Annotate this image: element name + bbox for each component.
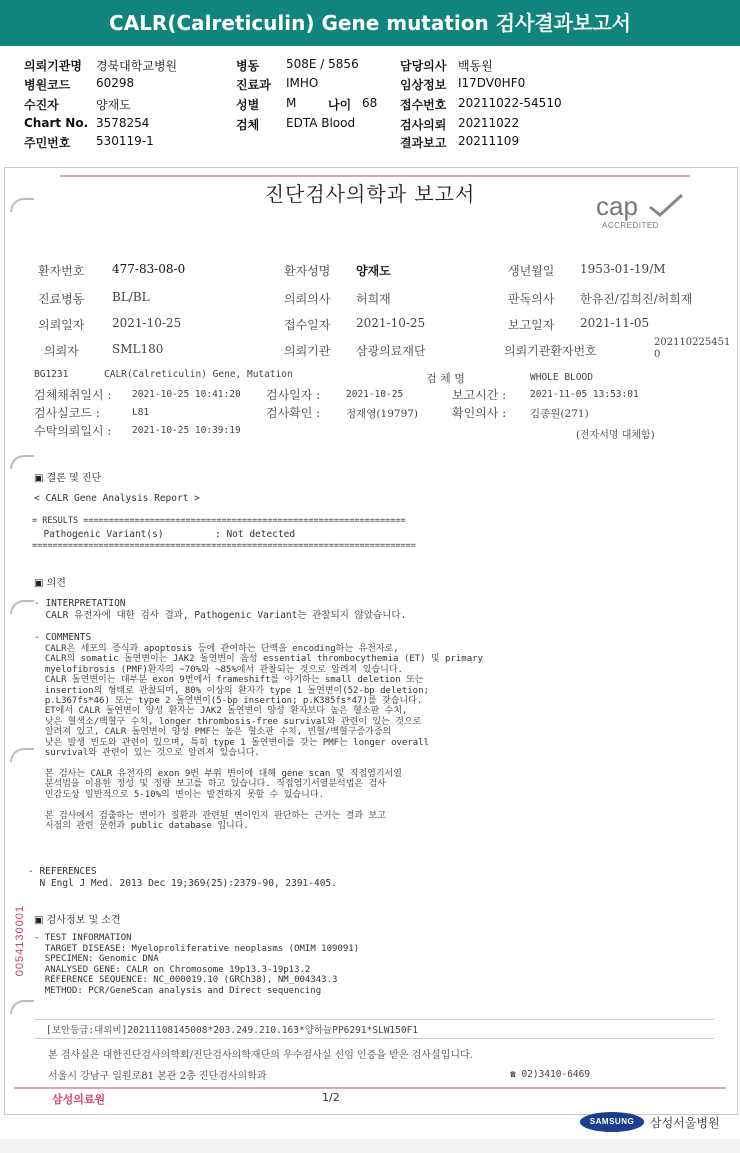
value-request-date: 2021-10-25 bbox=[112, 316, 182, 330]
label-specimen-name: 검 체 명 bbox=[426, 372, 465, 385]
comments-body: CALR은 세포의 증식과 apoptosis 등에 관여하는 단백을 encoding하는 유전자로, CALR의 somatic 돌연변이는 JAK2 돌연변이 음성 essential thrombocythemia (ET) 및 primary myelofibrosis (PMF)환자의 ~70%와 ~85%에서 관찰되는 것으로 알려져 있습니다. CALR 돌연변이는 대부분 exon 9번에서 frameshift를 야기하는 small deletion 또는 insertion의 형태로 관찰되며, 80% 이상의 환자가 type 1 돌연변이(52-bp deletion; p.L367fs*46) 또는 type 2 돌연변이(5-bp insertion; p.K385fs*47)를 갖습니다. ET에서 CALR 돌연변이 양성 환자는 JAK2 돌연변이 양성 환자보다 높은 혈소판 수치, 낮은 혈색소/백혈구 수치, longer thrombosis-free survival와 관련이 있는 것으로 알려져 있고, CALR 돌연변이 양성 PMF는 높은 혈소판 수치, 빈혈/백혈구증가증의 낮은 발생 빈도와 관련이 있으며, 특히 type 1 돌연변이를 갖는 PMF는 longer overall survival와 관련이 있는 것으로 알려져 있습니다. 본 검사는 CALR 유전자의 exon 9번 부위 변이에 대해 gene scan 및 직접염기서열 분석법을 이용한 정성 및 정량 보고를 하고 있습니다. 직접염기서열분석법은 검사 민감도상 일반적으로 5-10%의 변이는 발견하지 못할 수 있습니다. 본 검사에서 검출하는 변이가 질환과 관련된 변이인지 판단하는 근거는 결과 보고 시점의 관련 문헌과 public database 입니다. bbox=[44, 644, 483, 831]
value-org-patient-no: 202110225451 0 bbox=[654, 337, 731, 360]
section-test-info-heading: ▣ 검사정보 및 소견 bbox=[34, 915, 121, 926]
section-conclusion-heading: ▣ 결론 및 진단 bbox=[34, 473, 102, 484]
interpretation-heading: - INTERPRETATION bbox=[34, 598, 126, 609]
cap-accredited-logo bbox=[596, 191, 696, 235]
label-result-report: 결과보고 bbox=[400, 136, 447, 150]
references-body: N Engl J Med. 2013 Dec 19;369(25):2379-90, 2391-405. bbox=[28, 878, 337, 889]
label-collection-time: 검체채취일시 : bbox=[34, 388, 112, 402]
value-patient-no: 477-83-08-0 bbox=[112, 262, 186, 276]
value-sex: M bbox=[286, 96, 297, 110]
test-code: BG1231 bbox=[34, 369, 69, 380]
value-requesting-institution: 경북대학교병원 bbox=[96, 59, 178, 73]
certification-note: 본 검사실은 대한진단검사의학회/진단검사의학재단의 우수검사실 신임 인증을 받은 검사실입니다. bbox=[48, 1050, 473, 1061]
label-requester: 의뢰자 bbox=[44, 344, 79, 358]
label-request-date: 의뢰일자 bbox=[38, 318, 85, 332]
value-requesting-org: 삼광의료재단 bbox=[356, 344, 426, 358]
value-department: IMHO bbox=[286, 76, 319, 90]
label-hospital-code: 병원코드 bbox=[24, 78, 71, 92]
value-test-request: 20211022 bbox=[458, 116, 520, 130]
security-line: [보안등급:대외비]20211108145008*203.249.210.163*양하늘PP6291*SLW150F1 bbox=[34, 1019, 714, 1039]
samsung-logo: SAMSUNG bbox=[580, 1112, 644, 1132]
value-report-time: 2021-11-05 13:53:01 bbox=[530, 389, 639, 400]
section-opinion-heading: ▣ 의견 bbox=[34, 578, 66, 589]
label-chart-no: Chart No. bbox=[24, 116, 89, 130]
lab-address: 서울시 강남구 일원로81 본관 2층 진단검사의학과 bbox=[48, 1071, 267, 1082]
bottom-band bbox=[0, 1139, 740, 1153]
value-ward-dept: BL/BL bbox=[112, 290, 150, 304]
test-information-body: - TEST INFORMATION TARGET DISEASE: Myeloproliferative neoplasms (OMIM 109091) SPECIMEN: Genomic DNA ANALYSED GENE: CALR on Chromosome 19p13.3-19p13.2 REFERENCE SEQUENCE: NC_000019.10 (GRCh38), NM_004343.3 METHOD: PCR/GeneScan analysis and Direct sequencing bbox=[34, 933, 360, 996]
label-lab-code: 검사실코드 : bbox=[34, 406, 100, 420]
report-title-bar bbox=[0, 0, 740, 46]
label-confirm-doctor: 확인의사 : bbox=[452, 406, 507, 420]
pink-divider-top bbox=[60, 175, 690, 177]
value-collection-time: 2021-10-25 10:41:20 bbox=[132, 389, 241, 400]
label-requesting-org: 의뢰기관 bbox=[284, 344, 331, 358]
results-divider: = RESULTS =============================================================== bbox=[32, 516, 406, 526]
value-patient: 양재도 bbox=[96, 98, 131, 112]
label-accession-no: 접수번호 bbox=[400, 98, 447, 112]
label-patient-no: 환자번호 bbox=[38, 264, 85, 278]
value-clinical-info: I17DV0HF0 bbox=[458, 76, 526, 90]
label-receipt-date: 접수일자 bbox=[284, 318, 331, 332]
references-heading: - REFERENCES bbox=[28, 866, 97, 877]
results-end-divider: =========================================================================== bbox=[32, 541, 416, 551]
value-patient-name: 양재도 bbox=[356, 264, 391, 278]
interpretation-body: CALR 유전자에 대한 검사 결과, Pathogenic Variant는 관찰되지 않았습니다. bbox=[34, 610, 407, 621]
label-receive-time: 수탁의뢰일시 : bbox=[34, 424, 112, 438]
value-accession-no: 20211022-54510 bbox=[458, 96, 562, 110]
label-report-time: 보고시간 : bbox=[452, 388, 507, 402]
label-test-confirm: 검사확인 : bbox=[266, 406, 321, 420]
value-receipt-date: 2021-10-25 bbox=[356, 316, 426, 330]
page-number: 1/2 bbox=[322, 1091, 340, 1104]
cap-accredited-text: ACCREDITED bbox=[602, 221, 660, 230]
value-attending: 백동원 bbox=[458, 59, 493, 73]
pink-divider-bottom bbox=[14, 1087, 726, 1089]
footer-org-name: 삼성의료원 bbox=[52, 1093, 106, 1106]
label-clinical-info: 임상정보 bbox=[400, 78, 447, 92]
label-org-patient-no: 의뢰기관환자번호 bbox=[504, 344, 597, 358]
label-specimen: 검체 bbox=[236, 118, 260, 132]
value-requester: SML180 bbox=[112, 342, 164, 356]
label-sex: 성별 bbox=[236, 98, 260, 112]
value-requesting-doctor: 허희재 bbox=[356, 292, 391, 306]
value-report-date: 2021-11-05 bbox=[580, 316, 650, 330]
value-result-report: 20211109 bbox=[458, 134, 520, 148]
value-age: 68 bbox=[362, 96, 378, 110]
vertical-stamp-number: 0054130001 bbox=[14, 905, 26, 977]
label-requesting-institution: 의뢰기관명 bbox=[24, 59, 82, 73]
lab-phone: ☎ 02)3410-6469 bbox=[510, 1069, 591, 1080]
label-requesting-doctor: 의뢰의사 bbox=[284, 292, 331, 306]
label-department: 진료과 bbox=[236, 78, 271, 92]
value-test-date: 2021-10-25 bbox=[346, 389, 404, 400]
value-test-confirm: 정재영(19797) bbox=[346, 408, 419, 420]
pathogenic-variant-result: Pathogenic Variant(s) : Not detected bbox=[32, 529, 296, 540]
report-title: CALR(Calreticulin) Gene mutation 검사결과보고서 bbox=[109, 11, 631, 35]
value-receive-time: 2021-10-25 10:39:19 bbox=[132, 425, 241, 436]
label-attending: 담당의사 bbox=[400, 59, 447, 73]
value-birthdate: 1953-01-19/M bbox=[580, 262, 666, 276]
label-age: 나이 bbox=[328, 98, 352, 112]
value-ward: 508E / 5856 bbox=[286, 57, 359, 71]
value-reading-doctor: 한유진/김희진/허희재 bbox=[580, 292, 693, 306]
value-resident-no: 530119-1 bbox=[96, 134, 154, 148]
label-birthdate: 생년월일 bbox=[508, 264, 555, 278]
value-specimen-name: WHOLE BLOOD bbox=[530, 372, 593, 383]
label-resident-no: 주민번호 bbox=[24, 136, 71, 150]
value-specimen: EDTA Blood bbox=[286, 116, 356, 130]
value-chart-no: 3578254 bbox=[96, 116, 150, 130]
hospital-name: 삼성서울병원 bbox=[650, 1116, 720, 1130]
label-patient: 수진자 bbox=[24, 98, 59, 112]
label-reading-doctor: 판독의사 bbox=[508, 292, 555, 306]
label-ward: 병동 bbox=[236, 59, 260, 73]
value-lab-code: L81 bbox=[132, 407, 150, 418]
label-test-request: 검사의뢰 bbox=[400, 118, 447, 132]
analysis-report-title: < CALR Gene Analysis Report > bbox=[34, 493, 200, 504]
label-test-date: 검사일자 : bbox=[266, 388, 321, 402]
checkmark-icon bbox=[646, 193, 686, 219]
cap-logo-word: cap bbox=[596, 191, 638, 221]
label-patient-name: 환자성명 bbox=[284, 264, 331, 278]
comments-heading: - COMMENTS bbox=[34, 632, 92, 643]
value-hospital-code: 60298 bbox=[96, 76, 135, 90]
label-report-date: 보고일자 bbox=[508, 318, 555, 332]
value-confirm-doctor: 김종원(271) bbox=[530, 408, 589, 420]
test-name: CALR(Calreticulin) Gene, Mutation bbox=[104, 369, 293, 380]
e-signature-note: (전자서명 대체함) bbox=[576, 430, 655, 441]
lab-report-title: 진단검사의학과 보고서 bbox=[264, 182, 476, 206]
label-ward-dept: 진료병동 bbox=[38, 292, 85, 306]
